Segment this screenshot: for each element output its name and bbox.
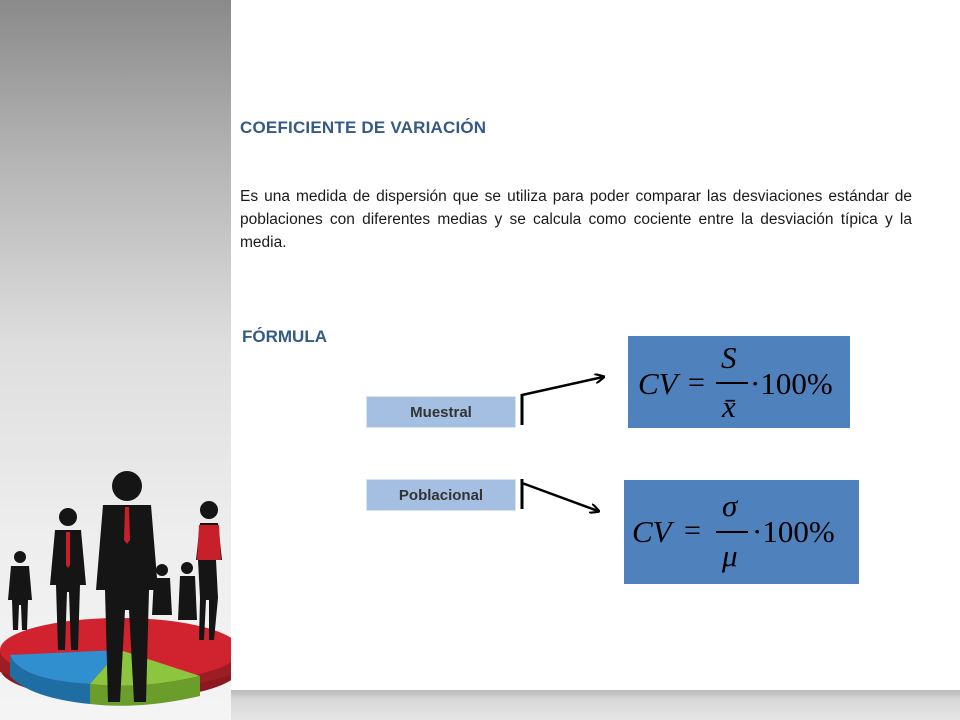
formula-numerator: S xyxy=(721,340,737,375)
formula-tail: ·100% xyxy=(750,366,833,401)
formula-equals: = xyxy=(684,514,701,547)
poblacional-formula xyxy=(624,480,859,584)
slide-title: COEFICIENTE DE VARIACIÓN xyxy=(240,118,487,137)
muestral-arrow xyxy=(522,377,603,425)
formula-lhs: CV xyxy=(638,366,678,401)
muestral-label: Muestral xyxy=(366,396,516,428)
formula-denominator: μ xyxy=(722,538,738,573)
poblacional-arrow xyxy=(522,479,598,511)
formula-denominator: x̄ xyxy=(722,389,736,424)
formula-tail: ·100% xyxy=(752,514,835,549)
muestral-formula xyxy=(628,336,850,428)
formula-equals: = xyxy=(688,366,705,399)
formula-lhs: CV xyxy=(632,514,672,549)
description-text: Es una medida de dispersión que se utiliza para poder comparar las desviaciones estándar de poblaciones con diferentes medias y se calcula como cociente entre la desviación típica y la media. xyxy=(240,188,912,251)
poblacional-label: Poblacional xyxy=(366,479,516,511)
formula-numerator: σ xyxy=(722,488,738,523)
formula-heading: FÓRMULA xyxy=(242,327,327,346)
fraction-bar xyxy=(716,382,748,384)
fraction-bar xyxy=(716,531,748,533)
